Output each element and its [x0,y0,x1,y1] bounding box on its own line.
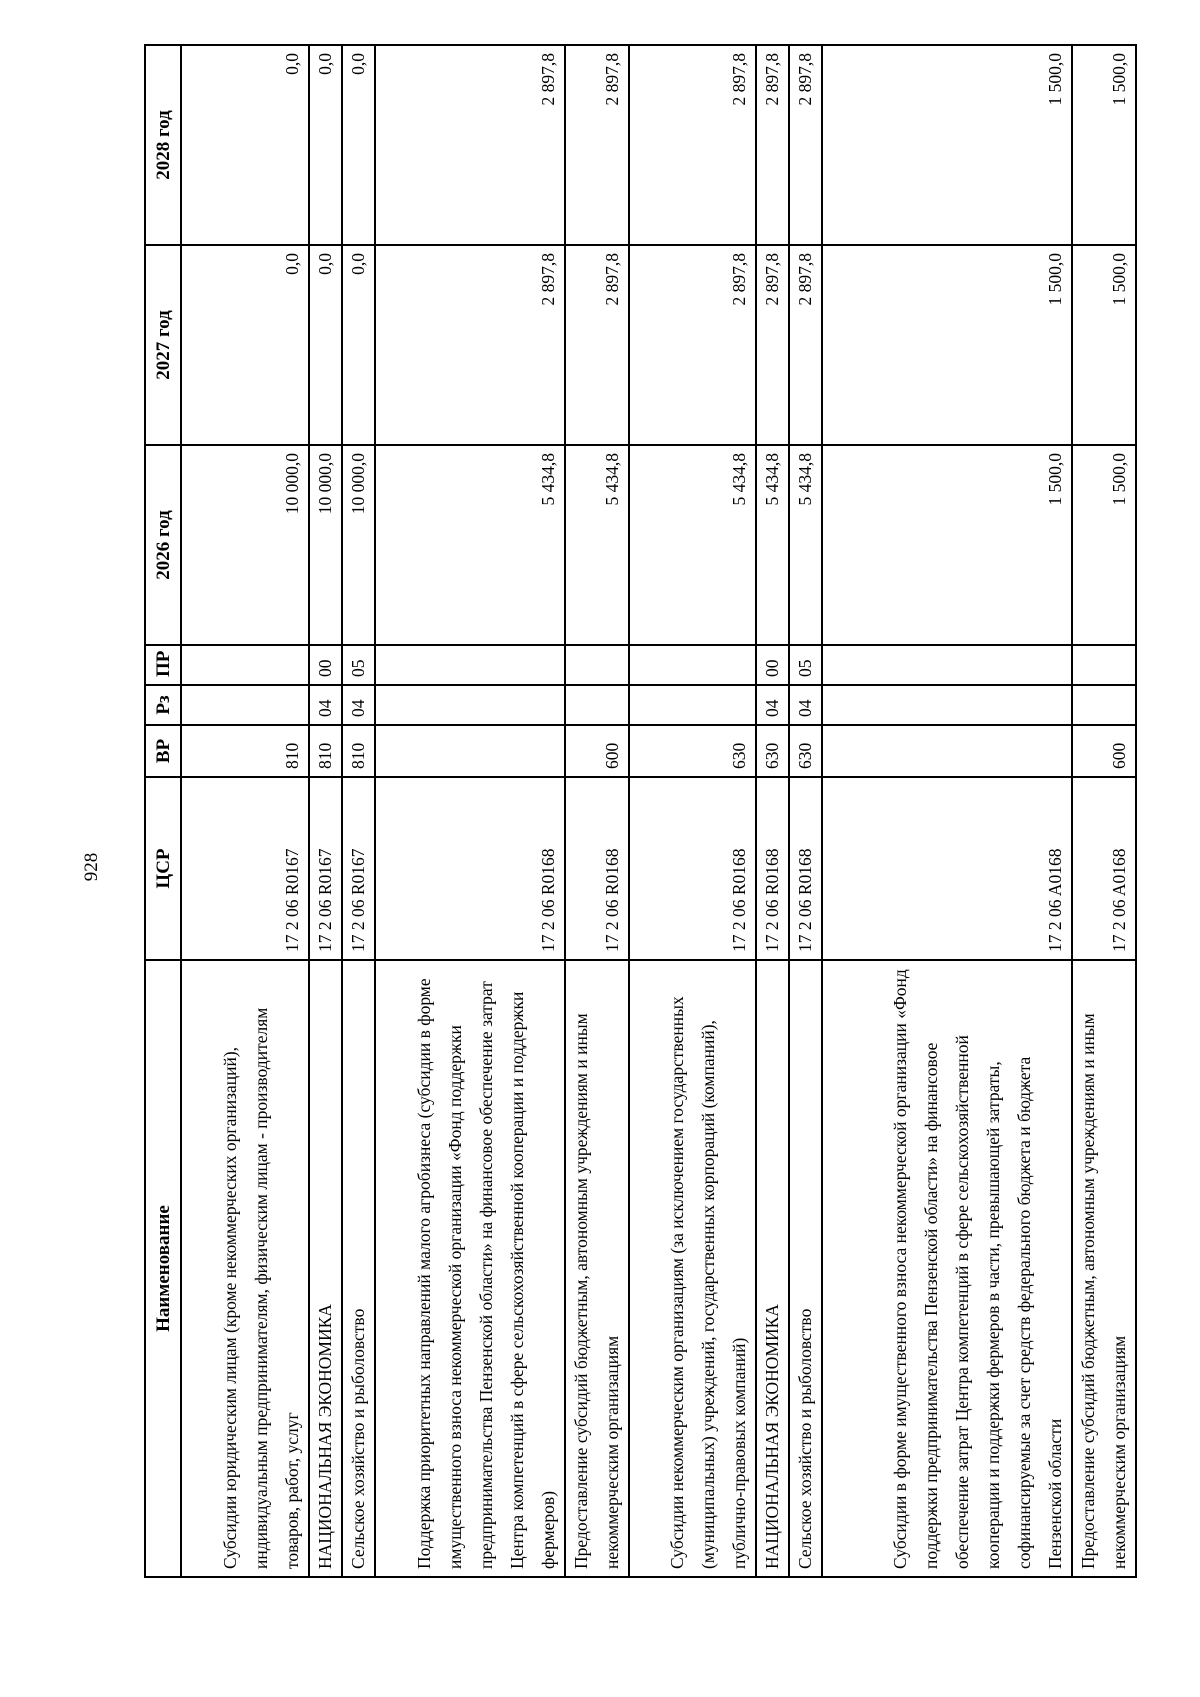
row-2026: 5 434,8 [756,445,789,645]
page-number: 928 [81,852,102,882]
header-rz: Рз [145,685,181,725]
table-row [629,45,756,1577]
row-2028: 1 500,0 [1072,45,1136,245]
row-2028: 2 897,8 [789,45,822,245]
row-pr [375,645,565,685]
header-2028: 2028 год [145,45,181,245]
row-csr: 17 2 06 R0167 [342,777,375,960]
row-2026: 10 000,0 [342,445,375,645]
row-rz [629,685,756,725]
row-pr: 05 [789,645,822,685]
row-2026: 10 000,0 [309,445,342,645]
header-2027: 2027 год [145,245,181,445]
row-2027: 2 897,8 [789,245,822,445]
table-row [756,45,789,1577]
row-2026: 1 500,0 [822,445,1072,645]
row-csr: 17 2 06 R0168 [789,777,822,960]
row-name: Предоставление субсидий бюджетным, автономным учреждениям и иным некоммерческим организациям [1072,960,1136,1577]
row-2027: 0,0 [181,245,309,445]
row-2026: 10 000,0 [181,445,309,645]
row-2028: 2 897,8 [756,45,789,245]
row-2028: 0,0 [342,45,375,245]
header-2026: 2026 год [145,445,181,645]
row-csr: 17 2 06 R0167 [181,777,309,960]
row-csr: 17 2 06 A0168 [1072,777,1136,960]
budget-table [144,44,1137,1578]
row-pr [181,645,309,685]
row-rz [375,685,565,725]
row-pr: 05 [342,645,375,685]
row-2027: 1 500,0 [1072,245,1136,445]
row-name: Поддержка приоритетных направлений малого агробизнеса (субсидии в форме имущественного взноса некоммерческой организации «Фонд поддержки предпринимательства Пензенской области» на финансовое обеспечение затрат Центра компетенций в сфере сельскохозяйственной кооперации и поддержки фермеров) [375,960,565,1577]
row-name: НАЦИОНАЛЬНАЯ ЭКОНОМИКА [309,960,342,1577]
row-name: НАЦИОНАЛЬНАЯ ЭКОНОМИКА [756,960,789,1577]
row-2028: 2 897,8 [629,45,756,245]
row-vr: 600 [565,725,629,777]
rotated-table-wrapper [144,46,1129,1578]
table-row [181,45,309,1577]
row-2026: 5 434,8 [565,445,629,645]
row-name: Предоставление субсидий бюджетным, автономным учреждениям и иным некоммерческим организациям [565,960,629,1577]
row-2027: 0,0 [342,245,375,445]
row-2027: 2 897,8 [756,245,789,445]
row-rz [181,685,309,725]
row-rz: 04 [342,685,375,725]
row-name: Субсидии некоммерческим организациям (за исключением государственных (муниципальных) учреждений, государственных корпораций (компаний), публично-правовых компаний) [629,960,756,1577]
row-2026: 1 500,0 [1072,445,1136,645]
row-2026: 5 434,8 [789,445,822,645]
row-2026: 5 434,8 [375,445,565,645]
row-2027: 0,0 [309,245,342,445]
row-csr: 17 2 06 R0168 [375,777,565,960]
table-row [342,45,375,1577]
row-vr: 630 [629,725,756,777]
row-rz [1072,685,1136,725]
row-vr [375,725,565,777]
table-header-row [145,45,181,1577]
row-vr: 630 [789,725,822,777]
row-pr [565,645,629,685]
table-row [375,45,565,1577]
header-name: Наименование [145,960,181,1577]
row-2028: 0,0 [181,45,309,245]
row-vr: 600 [1072,725,1136,777]
row-2027: 2 897,8 [375,245,565,445]
row-rz: 04 [789,685,822,725]
row-name: Субсидии в форме имущественного взноса некоммерческой организации «Фонд поддержки предпринимательства Пензенской области» на финансовое обеспечение затрат Центра компетенций в сфере сельскохозяйственной кооперации и поддержки фермеров в части, превышающей затраты, софинансируемые за счет средств федерального бюджета и бюджета Пензенской области [822,960,1072,1577]
table-row [309,45,342,1577]
row-csr: 17 2 06 R0168 [629,777,756,960]
row-pr [822,645,1072,685]
row-pr: 00 [756,645,789,685]
row-2028: 0,0 [309,45,342,245]
row-2027: 1 500,0 [822,245,1072,445]
row-name: Сельское хозяйство и рыболовство [342,960,375,1577]
row-vr: 810 [342,725,375,777]
row-pr: 00 [309,645,342,685]
row-rz [565,685,629,725]
row-name: Субсидии юридическим лицам (кроме некоммерческих организаций), индивидуальным предпринимателям, физическим лицам - производителям товаров, работ, услуг [181,960,309,1577]
row-csr: 17 2 06 R0168 [565,777,629,960]
row-pr [629,645,756,685]
row-2028: 2 897,8 [375,45,565,245]
table-row [565,45,629,1577]
row-rz: 04 [756,685,789,725]
row-2026: 5 434,8 [629,445,756,645]
row-pr [1072,645,1136,685]
row-vr: 810 [309,725,342,777]
table-row [1072,45,1136,1577]
table-row [822,45,1072,1577]
row-rz [822,685,1072,725]
header-vr: ВР [145,725,181,777]
header-pr: ПР [145,645,181,685]
row-2027: 2 897,8 [565,245,629,445]
row-vr: 810 [181,725,309,777]
table-row [789,45,822,1577]
row-csr: 17 2 06 A0168 [822,777,1072,960]
row-vr: 630 [756,725,789,777]
row-2028: 2 897,8 [565,45,629,245]
header-csr: ЦСР [145,777,181,960]
row-2027: 2 897,8 [629,245,756,445]
row-vr [822,725,1072,777]
row-2028: 1 500,0 [822,45,1072,245]
row-csr: 17 2 06 R0168 [756,777,789,960]
row-csr: 17 2 06 R0167 [309,777,342,960]
row-rz: 04 [309,685,342,725]
row-name: Сельское хозяйство и рыболовство [789,960,822,1577]
